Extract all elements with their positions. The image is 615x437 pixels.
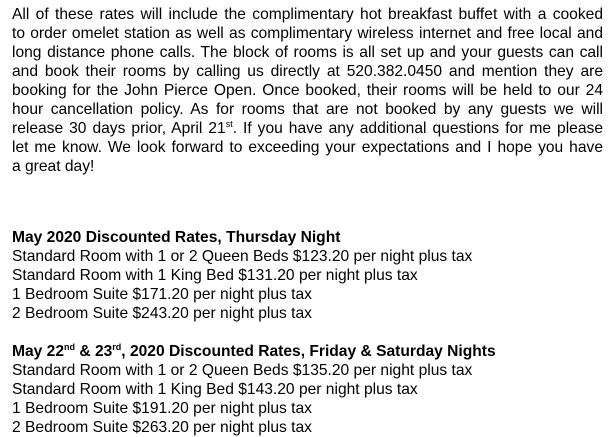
intro-line bbox=[12, 119, 603, 138]
heading-text: & 23 bbox=[75, 343, 113, 360]
rate-line: 2 Bedroom Suite $243.20 per night plus tax bbox=[12, 305, 312, 322]
intro-line: and book their rooms by calling us directly at 520.382.0450 and mention they are bbox=[12, 63, 603, 80]
release-date-text: release 30 days prior, April 21 bbox=[12, 120, 226, 137]
section-heading bbox=[12, 342, 603, 361]
rate-line: 2 Bedroom Suite $263.20 per night plus tax bbox=[12, 419, 312, 436]
intro-line: let me know. We look forward to exceeding your expectations and I hope you have bbox=[12, 139, 603, 156]
heading-text: , 2020 Discounted Rates, Friday & Saturday Nights bbox=[121, 343, 496, 360]
intro-text: . If you have any additional questions for me please bbox=[232, 120, 603, 137]
rate-line: 1 Bedroom Suite $171.20 per night plus tax bbox=[12, 286, 312, 303]
intro-paragraph bbox=[12, 5, 603, 176]
rate-line: Standard Room with 1 or 2 Queen Beds $135.20 per night plus tax bbox=[12, 362, 473, 379]
intro-line: booking for the John Pierce Open. Once booked, their rooms will be held to our 24 bbox=[12, 82, 603, 99]
ordinal-suffix: st bbox=[225, 118, 233, 129]
rate-line: 1 Bedroom Suite $191.20 per night plus tax bbox=[12, 400, 312, 417]
intro-line: to order omelet station as well as complimentary wireless internet and free local and bbox=[12, 25, 603, 42]
intro-line: a great day! bbox=[12, 158, 95, 175]
rate-line: Standard Room with 1 King Bed $143.20 per night plus tax bbox=[12, 381, 418, 398]
thursday-rates-section bbox=[12, 228, 603, 323]
heading-text: May 22 bbox=[12, 343, 65, 360]
ordinal-suffix: rd bbox=[112, 341, 122, 352]
rate-line: Standard Room with 1 or 2 Queen Beds $123.20 per night plus tax bbox=[12, 248, 473, 265]
intro-line: hour cancellation policy. As for rooms that are not booked by any guests we will bbox=[12, 101, 603, 118]
intro-line: All of these rates will include the complimentary hot breakfast buffet with a cooked bbox=[12, 6, 603, 23]
weekend-rates-section bbox=[12, 342, 603, 437]
intro-line: long distance phone calls. The block of rooms is all set up and your guests can call bbox=[12, 44, 603, 61]
rate-line: Standard Room with 1 King Bed $131.20 per night plus tax bbox=[12, 267, 418, 284]
ordinal-suffix: nd bbox=[64, 341, 76, 352]
section-heading: May 2020 Discounted Rates, Thursday Night bbox=[12, 229, 341, 246]
